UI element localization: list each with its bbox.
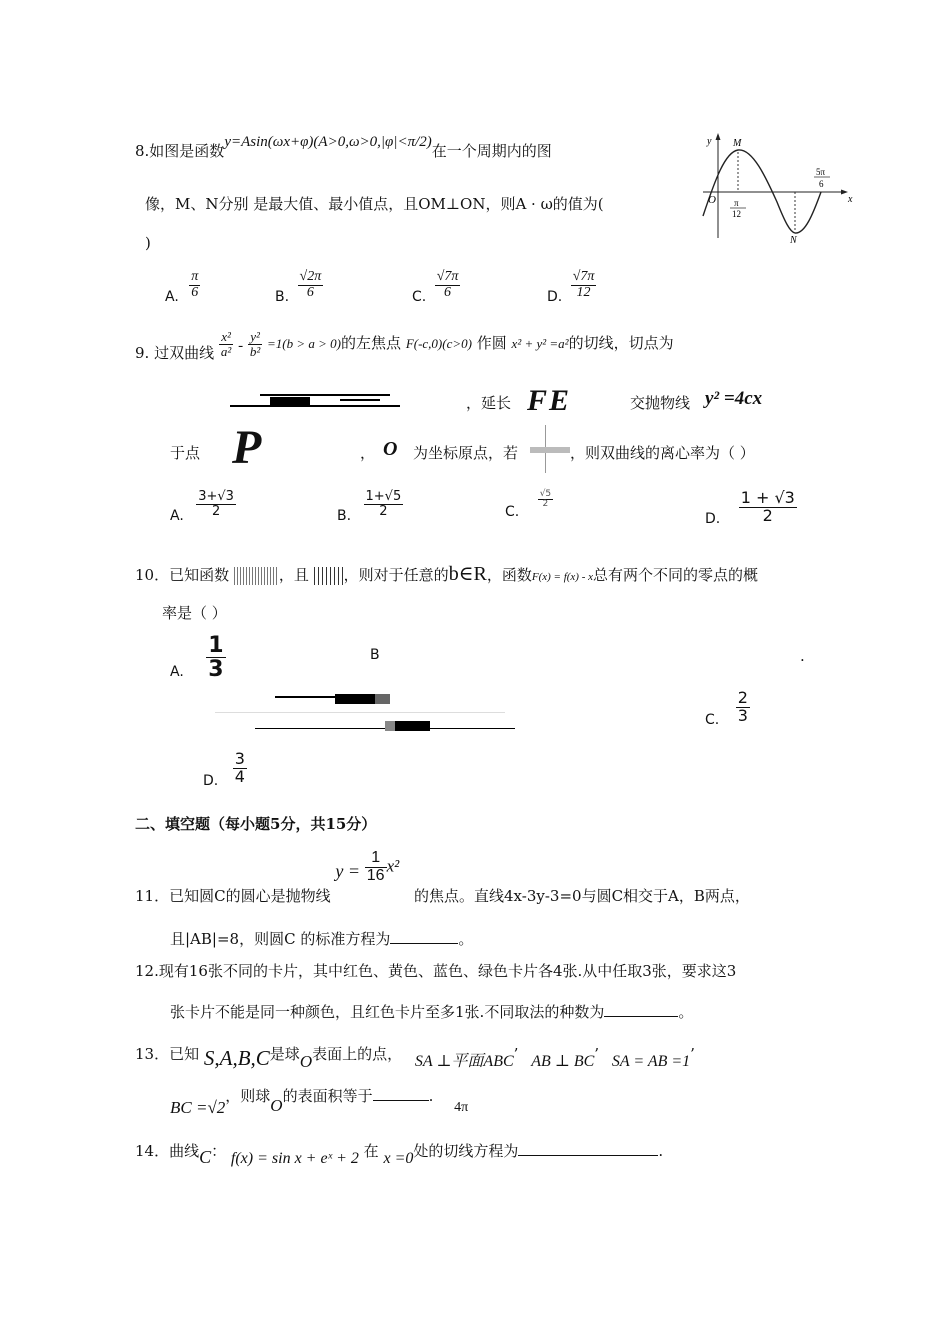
q9-opt-b-frac	[364, 490, 404, 518]
q9-option-a[interactable]	[170, 489, 236, 525]
q13-sep1: ’	[513, 1045, 519, 1063]
q9-line3d: ，则双曲线的离心率为（ ）	[570, 444, 755, 462]
q13-line2	[170, 1085, 469, 1117]
q9-opt-c-num: √5	[539, 489, 552, 499]
q8-opt-c-den: 6	[444, 284, 452, 300]
q9-garbled-image-2	[530, 425, 570, 473]
q10-opt-c-label: C.	[705, 712, 720, 729]
q13-sep3: ’	[690, 1045, 695, 1063]
q13-sep2: ’	[594, 1045, 600, 1063]
q8-option-a[interactable]	[165, 269, 200, 306]
q10-line1	[135, 561, 758, 586]
q10-opt-a-den: 3	[208, 657, 224, 683]
q9-opt-d-den: 2	[762, 505, 773, 525]
q14-at: 在	[363, 1142, 379, 1160]
graph-y-label: y	[707, 136, 712, 147]
q14-colon: ：	[211, 1142, 227, 1160]
q10-opt-d-den: 4	[234, 766, 245, 786]
q8-opt-d-label: D.	[547, 289, 563, 306]
q8-opt-d-frac	[571, 270, 597, 300]
q9-opt-b-den: 2	[379, 503, 388, 519]
q9-frac-y: $\frac{\text{y²}}{\text{b²}}$	[249, 329, 261, 359]
q8-opt-c-num: √7π	[436, 269, 459, 284]
q9-parab: y² =4cx	[705, 388, 763, 409]
q9-opt-a-frac	[196, 490, 236, 518]
q8-opt-a-frac	[189, 270, 200, 300]
x-arrow	[841, 190, 848, 195]
q14-line1	[135, 1140, 664, 1167]
q9-suffix: 的切线，切点为	[568, 334, 674, 353]
q12-answer-blank[interactable]	[604, 1016, 678, 1017]
q9-line1: 9. 过双曲线 $\frac{\text{x²}}{\text{a²}}$ - $\frac{\text{y²}}{\text{b²}}$ =1(b > a > 0)的左焦点 F(-c,0)(c>0) 作圆 x² + y² =a²的切线，切点为	[135, 329, 674, 363]
q11-frac	[365, 850, 387, 885]
q11-answer-blank[interactable]	[390, 943, 458, 944]
q13-pts: S,A,B,C	[203, 1046, 270, 1070]
q9-circle: x² + y² =a²	[511, 336, 569, 352]
q11-num: 1	[365, 850, 387, 868]
q8-opt-c-label: C.	[412, 289, 427, 306]
q10-opt-d-num: 3	[234, 749, 245, 768]
q9-line3b: ，	[360, 444, 376, 462]
q14-end: .	[658, 1142, 664, 1160]
q9-opt-d-label: D.	[705, 511, 721, 528]
q11-eq-y: y =	[335, 861, 360, 882]
q10-mid: ，且	[278, 566, 309, 584]
q8-line1	[135, 134, 552, 161]
q10-garbled-func	[234, 567, 279, 585]
q9-option-b[interactable]	[337, 489, 403, 525]
q9-opt-b-label: B.	[337, 508, 352, 525]
q11-prefix: 11．已知圆C的圆心是抛物线	[135, 887, 331, 906]
q13-c3: SA = AB =1	[611, 1053, 691, 1070]
q13-line2-text: ，则球	[225, 1087, 271, 1105]
q8-opt-b-frac	[298, 270, 324, 300]
graph-x-label: x	[848, 194, 853, 205]
q14-answer-blank[interactable]	[518, 1155, 658, 1156]
q9-opt-c-label: C.	[505, 503, 520, 520]
q12-line2-text: 张卡片不能是同一种颜色，且红色卡片至多1张.不同取法的种数为	[170, 1003, 605, 1021]
q10-option-a[interactable]	[170, 634, 226, 681]
q13-prefix: 13．已知	[135, 1045, 200, 1063]
q9-opt-a-num: 3+√3	[198, 489, 234, 504]
q10-Fx: F(x) = f(x) - x	[531, 571, 594, 583]
q9-line3c: 为坐标原点，若	[413, 444, 519, 462]
q10-opt-a-label: A.	[170, 663, 184, 680]
q8-opt-a-label: A.	[165, 289, 179, 306]
q10-option-d[interactable]	[203, 749, 247, 790]
q9-prefix: 9. 过双曲线	[135, 344, 215, 363]
q10-opt-c-den: 3	[737, 705, 748, 725]
q8-opt-d-num: √7π	[572, 269, 595, 284]
q13-answer-blank[interactable]	[373, 1100, 429, 1101]
q8-option-d[interactable]	[547, 269, 596, 306]
q9-opt-a-den: 2	[211, 503, 221, 519]
q10-mid2: ，则对于任意的	[343, 566, 449, 584]
q11-suffix: 的焦点。直线4x-3y-3=0与圆C相交于A，B两点，	[414, 887, 750, 906]
q11-den: 16	[366, 866, 385, 884]
graph-m-label: M	[733, 138, 742, 149]
q8-line3: )	[145, 234, 151, 252]
q9-frac-x: $\frac{\text{x²}}{\text{a²}}$	[220, 329, 232, 359]
q11-line2-text: 且|AB|=8，则圆C 的标准方程为	[170, 930, 391, 948]
q14-prefix: 14．曲线	[135, 1142, 200, 1160]
q10-opt-c-frac	[736, 690, 750, 725]
q9-mid2: 作圆	[476, 334, 507, 353]
q8-option-c[interactable]	[412, 269, 460, 306]
q10-opt-d-frac	[233, 751, 247, 786]
q8-line2: 像，M、N分别 是最大值、最小值点，且OM⊥ON，则A · ω的值为(	[145, 195, 604, 213]
q13-O: O	[299, 1052, 313, 1071]
q8-opt-d-den: 12	[576, 284, 591, 300]
q8-prefix: 8.如图是函数	[135, 142, 225, 160]
q8-opt-b-num: √2π	[299, 269, 322, 284]
q9-opt-d-num: 1 + √3	[740, 488, 795, 507]
tick1-den: 12	[732, 209, 741, 219]
q13-bc: BC =√2	[170, 1098, 226, 1117]
q12-line2	[170, 1001, 693, 1022]
q10-option-c[interactable]	[705, 688, 750, 729]
q8-option-b[interactable]	[275, 269, 323, 306]
q10-dot: .	[800, 647, 805, 665]
q10-option-b[interactable]: B	[370, 647, 380, 663]
q9-opt-c-den: 2	[542, 499, 549, 510]
q14-C: C	[199, 1147, 212, 1167]
q10-garbled-image-b	[215, 690, 505, 735]
q10-prefix: 10．已知函数	[135, 566, 230, 584]
q13-ans: 4π	[454, 1100, 469, 1115]
q12-line1: 12.现有16张不同的卡片，其中红色、黄色、蓝色、绿色卡片各4张.从中任取3张，要求这3	[135, 962, 737, 980]
q13-O2: O	[270, 1096, 283, 1115]
tick2-num: 5π	[816, 167, 826, 177]
q10-opt-d-label: D.	[203, 773, 219, 790]
q9-eq-rest: =1(b > a > 0)	[267, 336, 342, 352]
q11-line1	[135, 849, 750, 906]
q12-end: 。	[678, 1003, 694, 1021]
q10-garbled-cond	[314, 567, 344, 585]
q9-p: P	[232, 421, 262, 474]
q9-option-d[interactable]	[705, 488, 797, 528]
q9-opt-c-frac	[538, 490, 553, 510]
section-title: 二、填空题（每小题5分，共15分）	[135, 815, 377, 833]
sine-curve	[703, 150, 821, 233]
q9-line2b: 交抛物线	[630, 394, 691, 412]
q9-fe: FE	[527, 384, 572, 417]
q14-x0: x =0	[383, 1150, 414, 1167]
q9-mid: 的左焦点	[341, 334, 402, 353]
q13-c1: SA ⊥平面ABC	[414, 1053, 514, 1070]
q10-opt-a-num: 1	[208, 633, 224, 658]
q10-opt-c-num: 2	[737, 688, 748, 707]
q8-formula: y=Asin(ωx+φ)(A>0,ω>0,|φ|<π/2)	[224, 134, 432, 150]
graph-n-label: N	[790, 235, 797, 245]
q8-opt-b-den: 6	[306, 284, 314, 300]
q13-c2: AB ⊥ BC	[531, 1053, 595, 1070]
q8-opt-a-num: π	[191, 269, 199, 284]
q10-mid3: ，函数	[486, 566, 532, 584]
q8-opt-b-label: B.	[275, 289, 290, 306]
q9-opt-b-num: 1+√5	[365, 489, 402, 504]
q9-line3a: 于点	[170, 444, 201, 462]
q8-suffix: 在一个周期内的图	[431, 142, 552, 160]
tick2-den: 6	[819, 179, 824, 189]
q13-mid: 是球	[269, 1045, 300, 1063]
q10-opt-a-frac	[206, 634, 225, 681]
tick1-num: π	[734, 198, 739, 208]
q8-opt-a-den: 6	[191, 284, 199, 300]
q14-suffix: 处的切线方程为	[413, 1142, 519, 1160]
graph-o-label: O	[708, 194, 716, 206]
q11-x2: x²	[386, 856, 400, 876]
q13-line2b: 的表面积等于	[282, 1087, 373, 1105]
q9-o: O	[383, 438, 398, 460]
q11-line2	[170, 928, 473, 949]
q9-opt-a-label: A.	[170, 508, 184, 525]
q9-opt-d-frac	[739, 490, 797, 525]
q13-line1	[135, 1040, 695, 1071]
q9-focus: F(-c,0)(c>0)	[405, 336, 472, 352]
q8-opt-c-frac	[435, 270, 461, 300]
q9-option-c[interactable]	[505, 489, 553, 520]
q10-line2: 率是（ ）	[162, 604, 227, 622]
q9-line2a: ，延长	[466, 394, 512, 412]
q10-bR: b∈R	[448, 563, 487, 585]
q10-suffix: 总有两个不同的零点的概	[593, 566, 759, 584]
q11-end: 。	[458, 930, 474, 948]
y-arrow	[716, 133, 721, 140]
q14-fx: f(x) = sin x + eˣ + 2	[230, 1150, 359, 1167]
q9-garbled-image-1	[230, 392, 400, 410]
q8-sine-graph	[695, 130, 860, 245]
q13-end: .	[428, 1087, 434, 1105]
q13-mid2: 表面上的点，	[312, 1045, 403, 1063]
